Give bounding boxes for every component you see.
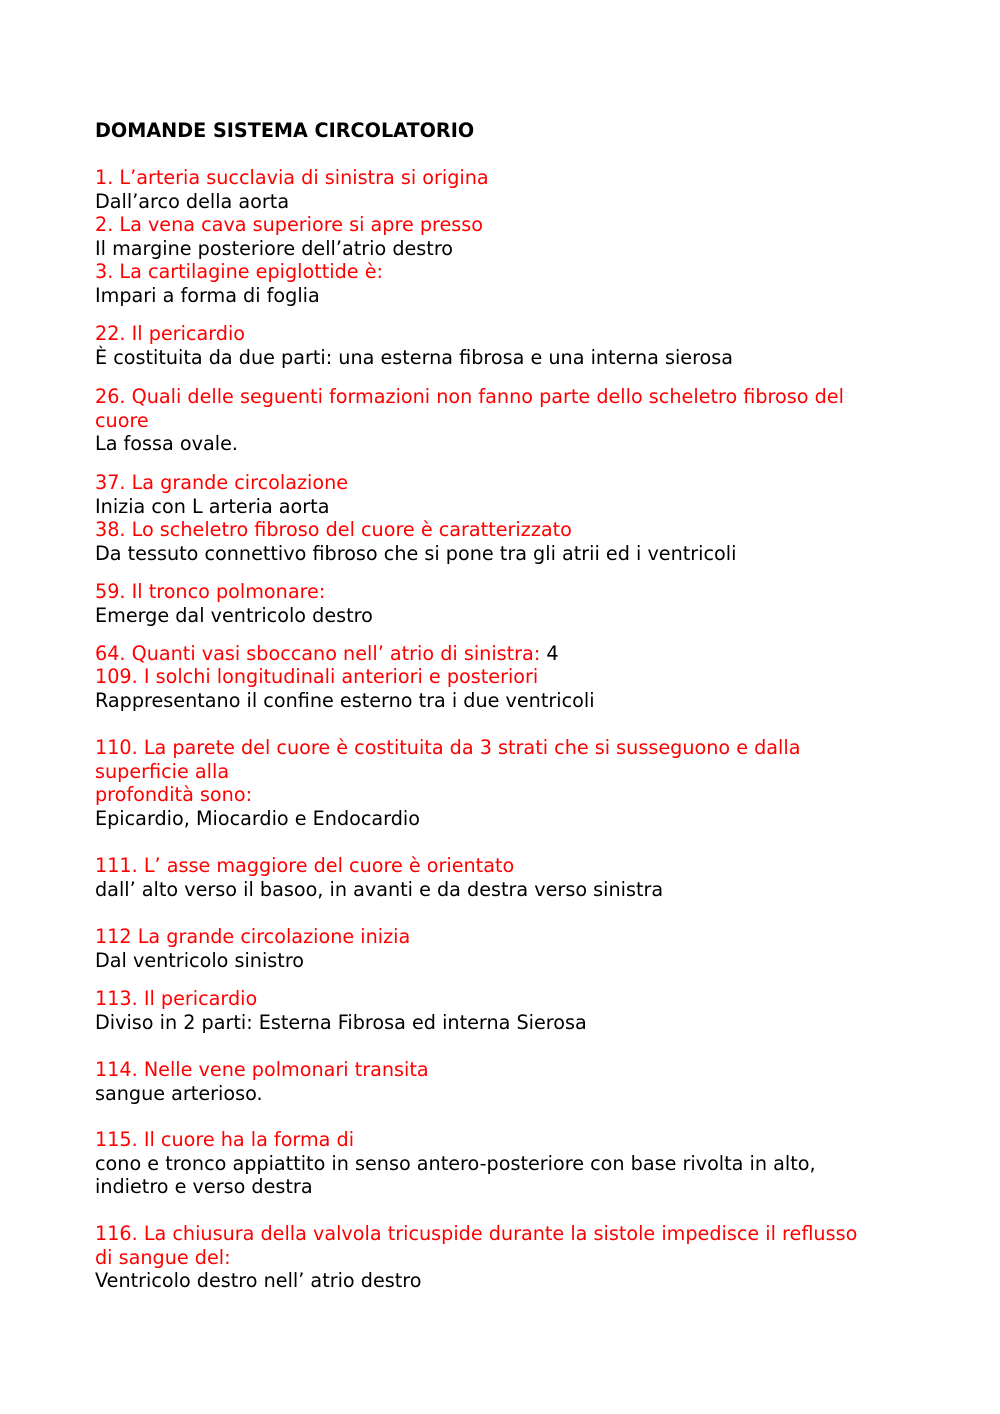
answer-text: Inizia con L arteria aorta xyxy=(95,494,330,518)
qa-item xyxy=(95,213,915,260)
answer-text: È costituita da due parti: una esterna fibrosa e una interna sierosa xyxy=(95,345,734,369)
qa-item xyxy=(95,1128,915,1199)
question-text: 116. La chiusura della valvola tricuspide durante la sistole impedisce il reflusso xyxy=(95,1222,858,1245)
question-text: 110. La parete del cuore è costituita da 3 strati che si susseguono e dalla xyxy=(95,736,801,759)
answer-text: Diviso in 2 parti: Esterna Fibrosa ed interna Sierosa xyxy=(95,1010,587,1034)
question-text: 111. L’ asse maggiore del cuore è orientato xyxy=(95,854,515,877)
answer-text: Dall’arco della aorta xyxy=(95,189,290,213)
answer-text: indietro e verso destra xyxy=(95,1175,313,1198)
answer-text: Impari a forma di foglia xyxy=(95,283,320,307)
question-text: cuore xyxy=(95,408,149,432)
question-text: 113. Il pericardio xyxy=(95,987,258,1010)
qa-item xyxy=(95,580,915,627)
qa-item xyxy=(95,471,915,518)
answer-text: La fossa ovale. xyxy=(95,432,238,455)
answer-text: dall’ alto verso il basoo, in avanti e da destra verso sinistra xyxy=(95,877,664,901)
answer-text: Epicardio, Miocardio e Endocardio xyxy=(95,806,420,830)
answer-text: Dal ventricolo sinistro xyxy=(95,948,305,972)
question-text: di sangue del: xyxy=(95,1245,231,1269)
question-text: 3. La cartilagine epiglottide è: xyxy=(95,260,383,283)
inline-answer: 4 xyxy=(546,642,559,665)
question-text: 38. Lo scheletro fibroso del cuore è caratterizzato xyxy=(95,518,572,541)
question-text: superficie alla xyxy=(95,759,230,783)
qa-item xyxy=(95,322,915,369)
question-text: 59. Il tronco polmonare: xyxy=(95,580,326,603)
question-text: 115. Il cuore ha la forma di xyxy=(95,1128,355,1151)
answer-text: Ventricolo destro nell’ atrio destro xyxy=(95,1269,422,1292)
qa-item xyxy=(95,1058,915,1105)
question-text: 1. L’arteria succlavia di sinistra si origina xyxy=(95,166,489,189)
answer-text: Il margine posteriore dell’atrio destro xyxy=(95,236,454,260)
qa-item xyxy=(95,925,915,972)
answer-text: Da tessuto connettivo fibroso che si pone tra gli atrii ed i ventricoli xyxy=(95,541,737,565)
question-text: 26. Quali delle seguenti formazioni non fanno parte dello scheletro fibroso del xyxy=(95,385,844,408)
qa-item xyxy=(95,665,915,712)
qa-item xyxy=(95,736,915,830)
qa-item xyxy=(95,260,915,307)
qa-item xyxy=(95,987,915,1034)
qa-item xyxy=(95,1222,915,1293)
question-text: 64. Quanti vasi sboccano nell’ atrio di sinistra: xyxy=(95,642,541,665)
document-title: DOMANDE SISTEMA CIRCOLATORIO xyxy=(95,119,475,142)
answer-text: cono e tronco appiattito in senso antero-posteriore con base rivolta in alto, xyxy=(95,1151,816,1175)
qa-item xyxy=(95,166,915,213)
question-text: 109. I solchi longitudinali anteriori e posteriori xyxy=(95,665,539,688)
answer-text: Rappresentano il confine esterno tra i due ventricoli xyxy=(95,688,595,712)
answer-text: sangue arterioso. xyxy=(95,1081,263,1105)
question-text: 2. La vena cava superiore si apre presso xyxy=(95,213,484,236)
question-text: 114. Nelle vene polmonari transita xyxy=(95,1058,429,1081)
question-text: 37. La grande circolazione xyxy=(95,471,349,494)
qa-item xyxy=(95,642,915,666)
qa-item xyxy=(95,854,915,901)
qa-item xyxy=(95,385,915,456)
question-text: profondità sono: xyxy=(95,783,253,806)
question-text: 112 La grande circolazione inizia xyxy=(95,925,411,948)
answer-text: Emerge dal ventricolo destro xyxy=(95,603,373,627)
qa-item xyxy=(95,518,915,565)
question-text: 22. Il pericardio xyxy=(95,322,246,345)
